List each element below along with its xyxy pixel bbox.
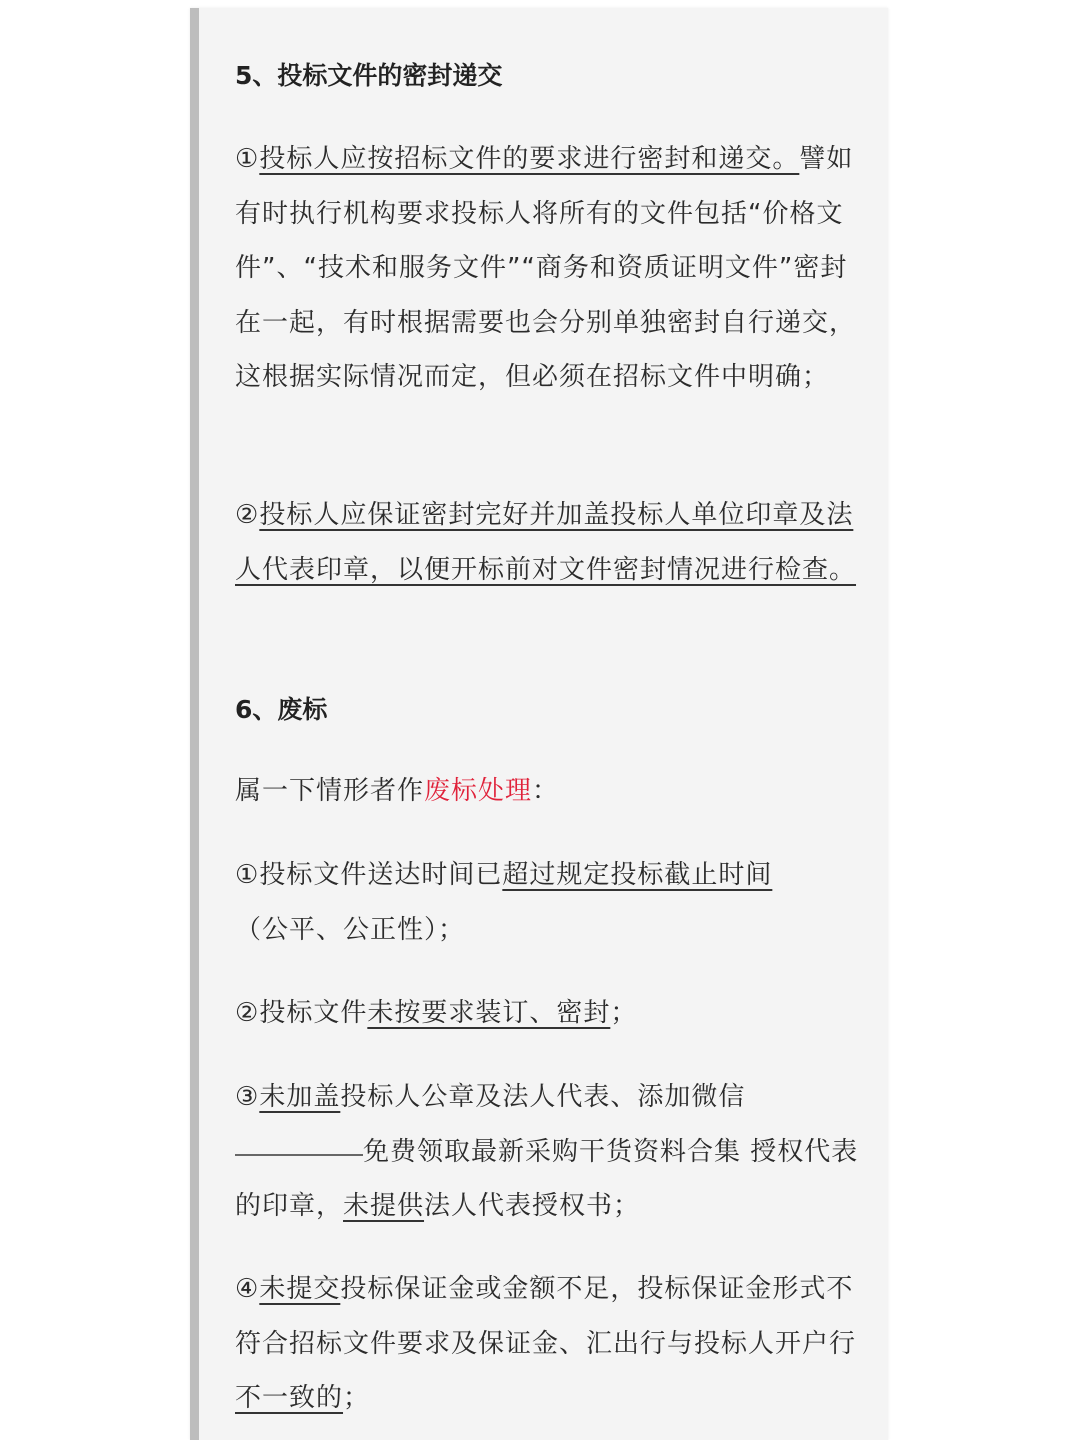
section-6-item-4: [235, 1262, 860, 1426]
intro-text: 属一下情形者作: [235, 776, 425, 806]
item-text: 投标保证金或金额不足，投标保证金形式不符合招标文件要求及保证金、汇出行与投标人开户行: [235, 1274, 857, 1359]
item-text: ；: [610, 998, 638, 1028]
underlined-text: 投标人应保证密封完好并加盖投标人单位印章及法人代表印章，以便开标前对文件密封情况进行检查。: [235, 500, 857, 585]
redaction-mark: [235, 1148, 363, 1160]
underlined-text: 不一致的: [235, 1383, 344, 1413]
section-6-item-3: [235, 1070, 860, 1234]
underlined-text: 未按要求装订、密封: [367, 998, 611, 1028]
section-6-item-1: [235, 848, 860, 957]
underlined-text: 未提供: [343, 1191, 425, 1221]
intro-suffix: ：: [532, 776, 560, 806]
item-number: ④: [235, 1274, 260, 1304]
underlined-text: 超过规定投标截止时间: [502, 860, 773, 890]
item-text: 免费领取最新采购干货资料合集 授权代表的印章，: [235, 1136, 859, 1221]
section-6-title: 6、废标: [235, 695, 328, 724]
item-number: ③: [235, 1082, 260, 1112]
item-text: 投标人公章及法人代表、添加微信: [340, 1082, 746, 1112]
item-number: ②: [235, 500, 260, 530]
highlight-text: 废标处理: [424, 776, 533, 806]
section-5-paragraph-1: [235, 132, 860, 405]
item-number: ①: [235, 144, 260, 174]
paragraph-text: 譬如有时执行机构要求投标人将所有的文件包括“价格文件”、“技术和服务文件”“商务和资质证明文件”密封在一起，有时根据需要也会分别单独密封自行递交，这根据实际情况而定，但必须在招标文件中明确；: [235, 144, 857, 392]
underlined-text: 未提交: [259, 1274, 341, 1304]
underlined-text: 投标人应按招标文件的要求进行密封和递交。: [259, 144, 800, 174]
section-5-title: 5、投标文件的密封递交: [235, 61, 503, 90]
underlined-text: 未加盖: [259, 1082, 341, 1112]
item-text: 投标文件送达时间已: [259, 860, 503, 890]
item-text: 法人代表授权书；: [424, 1191, 641, 1221]
item-text: （公平、公正性）；: [235, 914, 466, 945]
item-number: ②: [235, 998, 260, 1028]
section-5-paragraph-2: [235, 488, 860, 597]
item-number: ①: [235, 860, 260, 890]
item-text: ；: [343, 1383, 371, 1413]
section-6-item-2: [235, 986, 860, 1041]
left-rule: [190, 8, 199, 1440]
section-6-intro: [235, 764, 860, 819]
document-panel: [190, 8, 888, 1440]
item-text: 投标文件: [259, 998, 368, 1028]
